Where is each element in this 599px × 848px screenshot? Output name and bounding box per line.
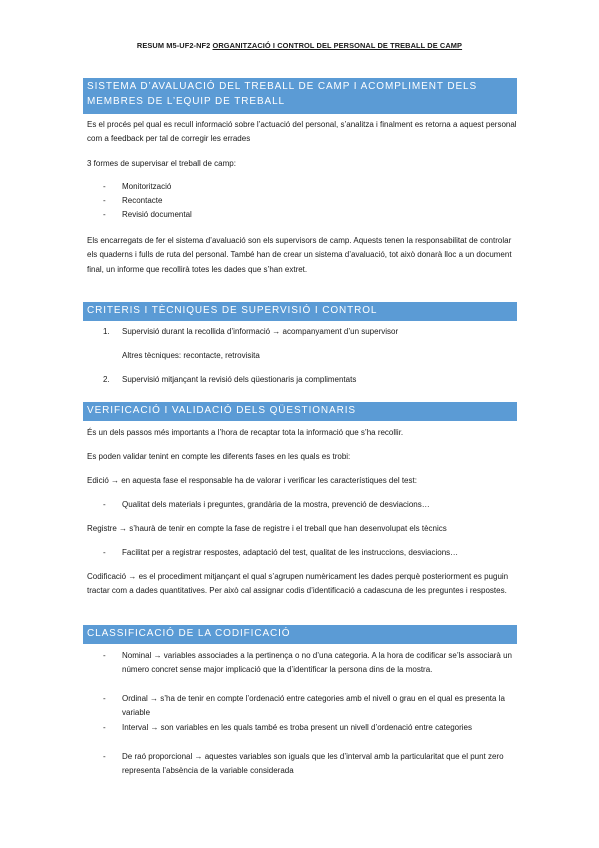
section-heading-evaluation: SISTEMA D’AVALUACIÓ DEL TREBALL DE CAMP I ACOMPLIMENT DELS MEMBRES DE L’EQUIP DE TREBALL [83, 78, 517, 114]
list-item-text: Facilitat per a registrar respostes, adaptació del test, qualitat de les instruccions, desviacions… [122, 548, 459, 557]
section-heading-verification: VERIFICACIÓ I VALIDACIÓ DELS QÜESTIONARIS [83, 402, 517, 421]
list-item-text: Recontacte [122, 196, 163, 205]
dash-marker: - [103, 651, 106, 660]
header-prefix: RESUM M5-UF2-NF2 [136, 41, 213, 50]
dash-marker: - [103, 500, 106, 509]
paragraph-registre: Registre → s’haurà de tenir en compte la fase de registre i el treball que han desenvolupat els tècnics [87, 524, 447, 533]
paragraph-phases: Es poden validar tenint en compte les diferents fases en les quals es trobi: [87, 452, 351, 461]
dash-marker: - [103, 723, 106, 732]
list-item-text: De raó proporcional → aquestes variables son iguals que les d’interval amb la particularitat que el punt zero representa l’absència de la variable considerada [122, 752, 504, 776]
number-marker: 2. [103, 375, 110, 384]
numbered-item-text: Supervisió mitjançant la revisió dels qüestionaris ja complimentats [122, 375, 357, 384]
section-heading-classification: CLASSIFICACIÓ DE LA CODIFICACIÓ [83, 625, 517, 644]
list-item-text: Nominal → variables associades a la pertinença o no d’una categoria. A la hora de codificar se’ls associarà un número concret sense major implicació que la d’identificar la persona dins de la mostra. [122, 651, 512, 675]
dash-marker: - [103, 752, 106, 761]
dash-marker: - [103, 694, 106, 703]
paragraph-supervisors: Els encarregats de fer el sistema d’avaluació son els supervisors de camp. Aquests tenen la responsabilitat de controlar els quaderns i fulls de ruta del personal. També han de crear un sistema d’avaluació, tot això donarà lloc a un document final, un informe que recollirà totes les dades que s’han extret. [87, 236, 512, 274]
paragraph-codificacio: Codificació → es el procediment mitjançant el qual s’agrupen numèricament les dades perquè posteriorment es puguin tractar com a dades quantitatives. Per això cal assignar codis d’identificació a cadascuna de les preguntes i respostes. [87, 572, 509, 596]
header-title: ORGANITZACIÓ I CONTROL DEL PERSONAL DE TREBALL DE CAMP [212, 41, 463, 50]
list-item-text: Interval → son variables en les quals també es troba present un nivell d’ordenació entre categories [122, 723, 472, 732]
dash-marker: - [103, 210, 106, 219]
sub-techniques: Altres tècniques: recontacte, retrovisita [122, 351, 260, 360]
number-marker: 1. [103, 327, 110, 336]
paragraph-definition: Es el procés pel qual es recull informació sobre l’actuació del personal, s’analitza i finalment es retorna a aquest personal com a feedback per tal de corregir les errades [87, 120, 517, 144]
paragraph-forms-intro: 3 formes de supervisar el treball de camp: [87, 159, 236, 168]
list-item-text: Revisió documental [122, 210, 192, 219]
dash-marker: - [103, 196, 106, 205]
numbered-item-text: Supervisió durant la recollida d’informació → acompanyament d’un supervisor [122, 327, 399, 336]
list-item-text: Ordinal → s’ha de tenir en compte l’ordenació entre categories amb el nivell o grau en el qual es presenta la variable [122, 694, 505, 718]
dash-marker: - [103, 548, 106, 557]
paragraph-importance: És un dels passos més importants a l’hora de recaptar tota la informació que s’ha recollir. [87, 428, 404, 437]
dash-marker: - [103, 182, 106, 191]
list-item-text: Qualitat dels materials i preguntes, grandària de la mostra, prevenció de desviacions… [122, 500, 430, 509]
list-item-text: Monitorització [122, 182, 172, 191]
document-header [0, 41, 599, 50]
paragraph-edition: Edició → en aquesta fase el responsable ha de valorar i verificar les característiques del test: [87, 476, 417, 485]
section-heading-criteria: CRITERIS I TÈCNIQUES DE SUPERVISIÓ I CONTROL [83, 302, 517, 321]
